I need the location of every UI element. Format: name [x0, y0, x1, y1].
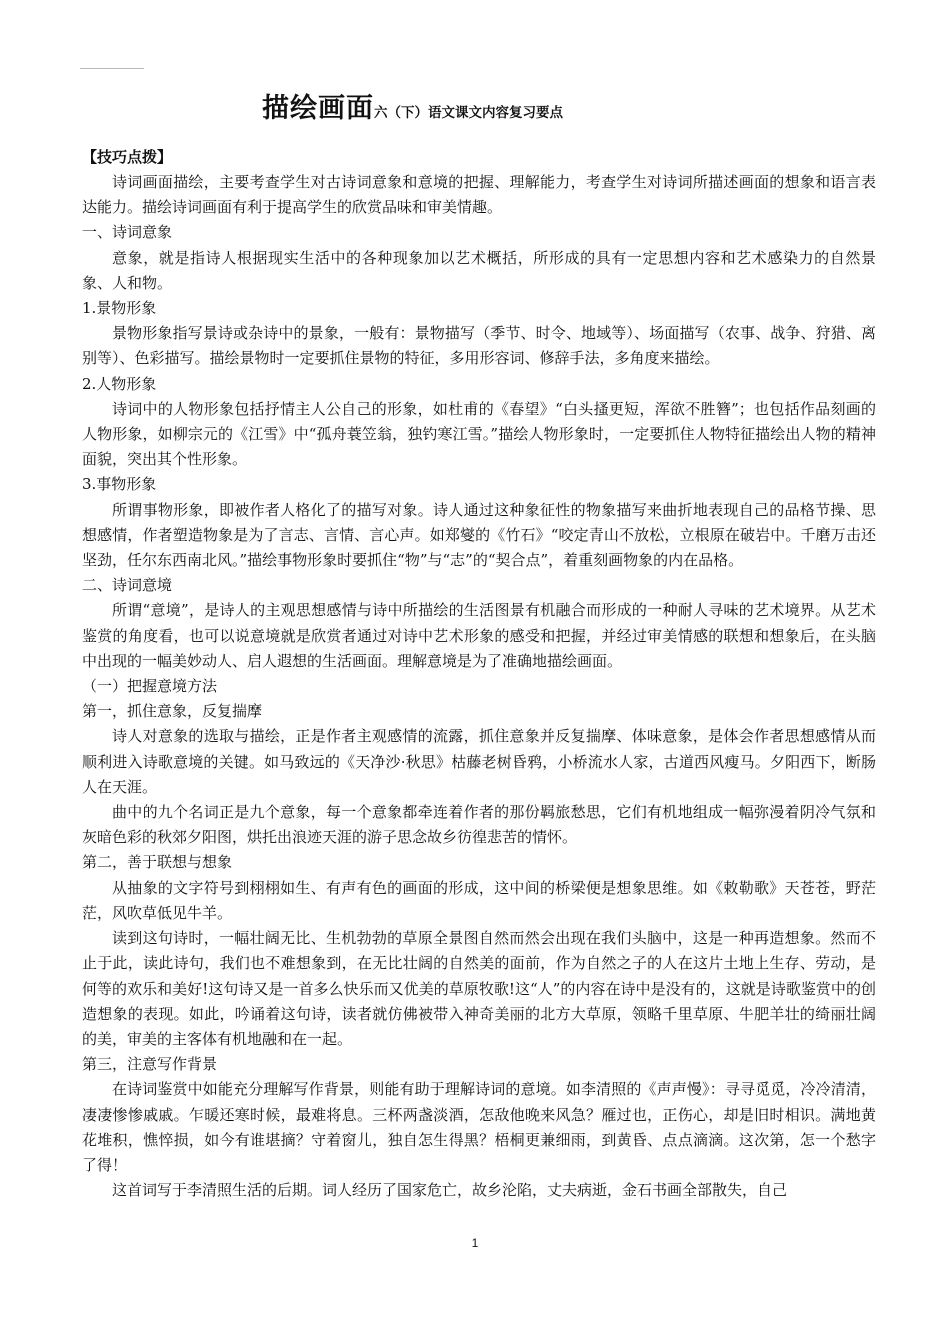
paragraph: 景物形象指写景诗或杂诗中的景象，一般有：景物描写（季节、时令、地域等）、场面描写（农事、战争、狩猎、离别等）、色彩描写。描绘景物时一定要抓住景物的特征，多用形容词、修辞手法，多角度来描绘。 — [82, 324, 876, 368]
paragraph-list — [82, 170, 876, 1203]
paragraph: 读到这句诗时，一幅壮阔无比、生机勃勃的草原全景图自然而然会出现在我们头脑中，这是一种再造想象。然而不止于此，读此诗句，我们也不难想象到，在无比壮阔的自然美的面前，作为自然之子的人在这片土地上生存、劳动，是何等的欢乐和美好!这句诗又是一首多么快乐而又优美的草原牧歌!这“人”的内容在诗中是没有的，这就是诗歌鉴赏中的创造想象的表现。如此，吟诵着这句诗，读者就仿佛被带入神奇美丽的北方大草原，领略千里草原、牛肥羊壮的绮丽壮阔的美，审美的主客体有机地融和在一起。 — [82, 929, 876, 1048]
header-rule — [80, 68, 144, 69]
paragraph: 在诗词鉴赏中如能充分理解写作背景，则能有助于理解诗词的意境。如李清照的《声声慢》：寻寻觅觅，冷冷清清，凄凄惨惨戚戚。乍暖还寒时候，最难将息。三杯两盏淡酒，怎敌他晚来风急？雁过也，正伤心，却是旧时相识。满地黄花堆积，憔悴损，如今有谁堪摘？守着窗儿，独自怎生得黑？梧桐更兼细雨，到黄昏、点点滴滴。这次第，怎一个愁字了得！ — [82, 1080, 876, 1174]
paragraph: 诗人对意象的选取与描绘，正是作者主观感情的流露，抓住意象并反复揣摩、体味意象，是体会作者思想感情从而顺利进入诗歌意境的关键。如马致远的《天净沙·秋思》枯藤老树昏鸦，小桥流水人家，古道西风瘦马。夕阳西下，断肠人在天涯。 — [82, 727, 876, 796]
paragraph: 所谓事物形象，即被作者人格化了的描写对象。诗人通过这种象征性的物象描写来曲折地表现自己的品格节操、思想感情，作者塑造物象是为了言志、言情、言心声。如郑燮的《竹石》“咬定青山不放松，立根原在破岩中。千磨万击还坚劲，任尔东西南北风。”描绘事物形象时要抓住“物”与“志”的“契合点”，着重刻画物象的内在品格。 — [82, 500, 876, 570]
heading-line: 1.景物形象 — [82, 299, 157, 318]
heading-line: 2.人物形象 — [82, 374, 157, 393]
section-label: 【技巧点拨】 — [82, 148, 173, 166]
paragraph: 从抽象的文字符号到栩栩如生、有声有色的画面的形成，这中间的桥梁便是想象思维。如《敕勒歌》天苍苍，野茫茫，风吹草低见牛羊。 — [82, 878, 876, 922]
paragraph: 诗词画面描绘，主要考查学生对古诗词意象和意境的把握、理解能力，考查学生对诗词所描述画面的想象和语言表达能力。描绘诗词画面有利于提高学生的欣赏品味和审美情趣。 — [82, 173, 876, 217]
heading-line: 第二，善于联想与想象 — [82, 853, 233, 872]
paragraph: 曲中的九个名词正是九个意象，每一个意象都牵连着作者的那份羁旅愁思，它们有机地组成一幅弥漫着阴冷气氛和灰暗色彩的秋郊夕阳图，烘托出浪迹天涯的游子思念故乡彷徨悲苦的情怀。 — [82, 803, 876, 847]
paragraph: 诗词中的人物形象包括抒情主人公自己的形象，如杜甫的《春望》“白头搔更短，浑欲不胜簪”；也包括作品刻画的人物形象，如柳宗元的《江雪》中“孤舟蓑笠翁，独钓寒江雪。”描绘人物形象时，一定要抓住人物特征描绘出人物的精神面貌，突出其个性形象。 — [82, 399, 876, 469]
title-row — [262, 86, 563, 125]
document-body — [82, 145, 876, 1203]
page-title: 描绘画面 — [262, 93, 374, 124]
paragraph: 这首词写于李清照生活的后期。词人经历了国家危亡，故乡沦陷，丈夫病逝，金石书画全部散失，自己 — [112, 1181, 788, 1200]
heading-line: 第一，抓住意象，反复揣摩 — [82, 702, 263, 721]
page-number: 1 — [471, 1236, 479, 1250]
paragraph: 所谓“意境”，是诗人的主观思想感情与诗中所描绘的生活图景有机融合而形成的一种耐人寻味的艺术境界。从艺术鉴赏的角度看，也可以说意境就是欣赏者通过对诗中艺术形象的感受和把握，并经过审美情感的联想和想象后，在头脑中出现的一幅美妙动人、启人遐想的生活画面。理解意境是为了准确地描绘画面。 — [82, 601, 876, 670]
page-subtitle: 六（下）语文课文内容复习要点 — [374, 105, 563, 121]
heading-line: 二、诗词意境 — [82, 576, 173, 595]
heading-line: （一）把握意境方法 — [82, 677, 218, 696]
heading-line: 3.事物形象 — [82, 475, 157, 494]
paragraph: 意象，就是指诗人根据现实生活中的各种现象加以艺术概括，所形成的具有一定思想内容和艺术感染力的自然景象、人和物。 — [82, 248, 876, 292]
heading-line: 一、诗词意象 — [82, 223, 173, 242]
heading-line: 第三，注意写作背景 — [82, 1055, 218, 1074]
